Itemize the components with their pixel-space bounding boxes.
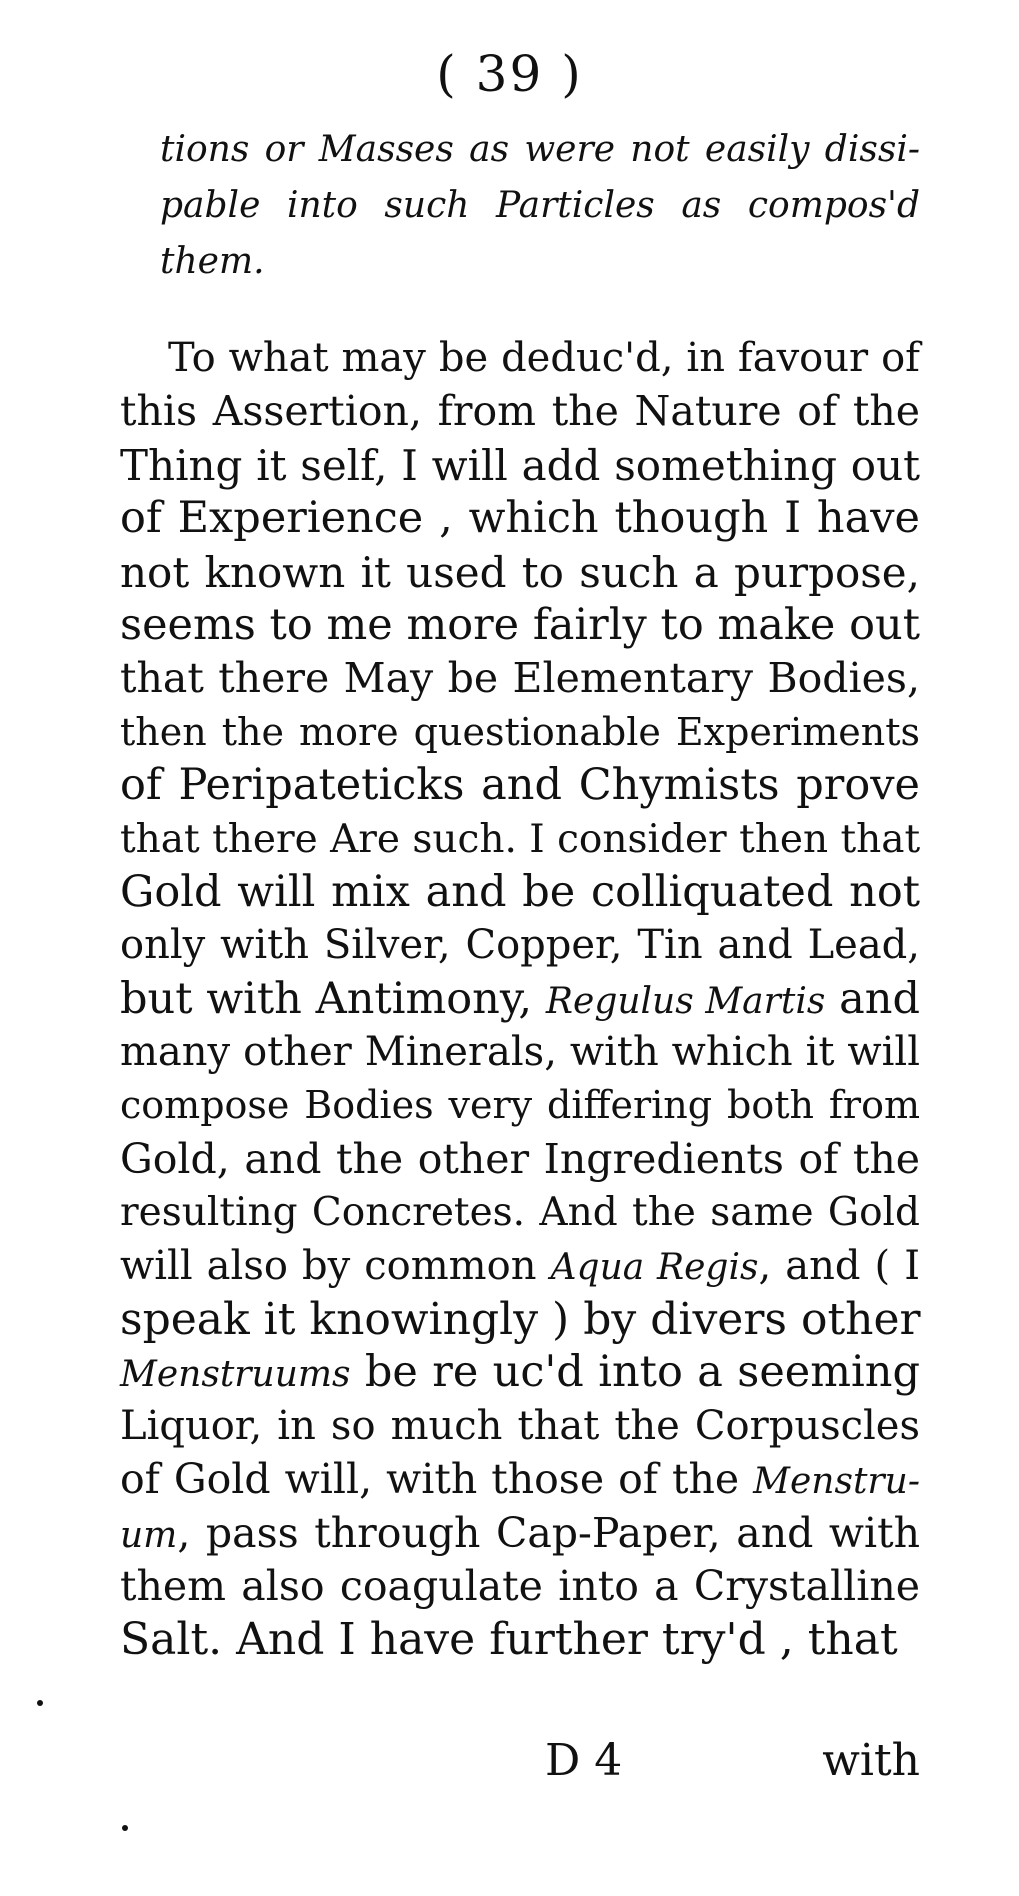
text-line xyxy=(120,1293,920,1346)
text-segment: them also coagulate into a Crystalline xyxy=(120,1561,920,1610)
text-segment: Thing it self, I will add something out xyxy=(120,440,920,490)
text-segment: Gold, and the other Ingredients of the xyxy=(120,1134,920,1183)
text-line xyxy=(120,492,920,545)
text-segment: of Experience , which though I have xyxy=(120,493,920,544)
italic-text: Menstru- xyxy=(753,1461,920,1503)
text-segment: will also by common xyxy=(120,1242,551,1289)
text-segment: this Assertion, from the Nature of the xyxy=(120,387,920,436)
text-line xyxy=(120,759,920,812)
text-segment: of Gold will, with those of the xyxy=(120,1455,754,1504)
text-line xyxy=(120,1240,920,1293)
text-line xyxy=(120,1186,920,1239)
text-segment: and xyxy=(825,973,920,1024)
text-line xyxy=(120,332,920,385)
text-line xyxy=(120,1453,920,1506)
text-segment: Gold will mix and be colliquated not xyxy=(120,866,920,917)
italic-text: Menstruums xyxy=(120,1354,351,1396)
text-segment: Liquor, in so much that the Corpuscles xyxy=(120,1402,920,1449)
text-line xyxy=(120,1613,920,1666)
page-number: ( 39 ) xyxy=(436,45,583,103)
text-segment: only with Silver, Copper, Tin and Lead, xyxy=(120,922,920,969)
italic-text: Regulus Martis xyxy=(545,980,826,1022)
text-line xyxy=(120,1400,920,1453)
text-line xyxy=(120,652,920,705)
ink-speck xyxy=(37,1700,43,1706)
ink-speck xyxy=(122,1825,128,1831)
text-line xyxy=(120,1560,920,1613)
text-segment: speak it knowingly ) by divers other xyxy=(120,1294,921,1346)
text-segment: seems to me more fairly to make out xyxy=(120,599,920,650)
text-segment: Salt. And I have further try'd , that xyxy=(120,1614,898,1666)
signature-mark: D 4 xyxy=(545,1735,623,1786)
text-segment: compose Bodies very differing both from xyxy=(120,1083,920,1128)
text-line xyxy=(120,599,920,652)
text-segment: many other Minerals, with which it will xyxy=(120,1029,920,1076)
text-line xyxy=(120,866,920,919)
text-segment: of Peripateticks and Chymists prove xyxy=(120,760,920,811)
text-line xyxy=(120,1133,920,1186)
body-paragraph xyxy=(120,332,920,1667)
text-line xyxy=(120,546,920,599)
text-segment: but with Antimony, xyxy=(120,973,546,1024)
page-footer xyxy=(120,1735,920,1795)
text-segment: To what may be deduc'd, in favour of xyxy=(168,335,920,381)
intro-paragraph: tions or Masses as were not easily dissi- pable into such Particles as compos'd them. xyxy=(160,129,920,282)
text-segment: not known it used to such a purpose, xyxy=(120,547,920,597)
text-segment: that there May be Elementary Bodies, xyxy=(120,654,920,703)
text-segment: , pass through Cap-Paper, and with xyxy=(177,1508,920,1557)
text-line xyxy=(120,1507,920,1560)
text-line xyxy=(120,439,920,492)
text-line xyxy=(120,1026,920,1079)
italic-text: Aqua Regis xyxy=(550,1246,759,1288)
catchword: with xyxy=(822,1735,920,1786)
text-line xyxy=(120,973,920,1026)
text-line xyxy=(120,919,920,972)
text-line xyxy=(120,706,920,759)
text-segment: then the more questionable Experiments xyxy=(120,709,920,754)
text-segment: be re uc'd into a seeming xyxy=(350,1347,920,1398)
text-line xyxy=(120,385,920,438)
text-segment: , and ( I xyxy=(758,1242,921,1289)
text-line xyxy=(120,1079,920,1132)
text-line xyxy=(120,1346,920,1399)
text-segment: resulting Concretes. And the same Gold xyxy=(120,1190,920,1236)
text-line xyxy=(120,813,920,866)
italic-text: um xyxy=(120,1514,178,1556)
text-segment: that there Are such. I consider then that xyxy=(120,816,921,862)
